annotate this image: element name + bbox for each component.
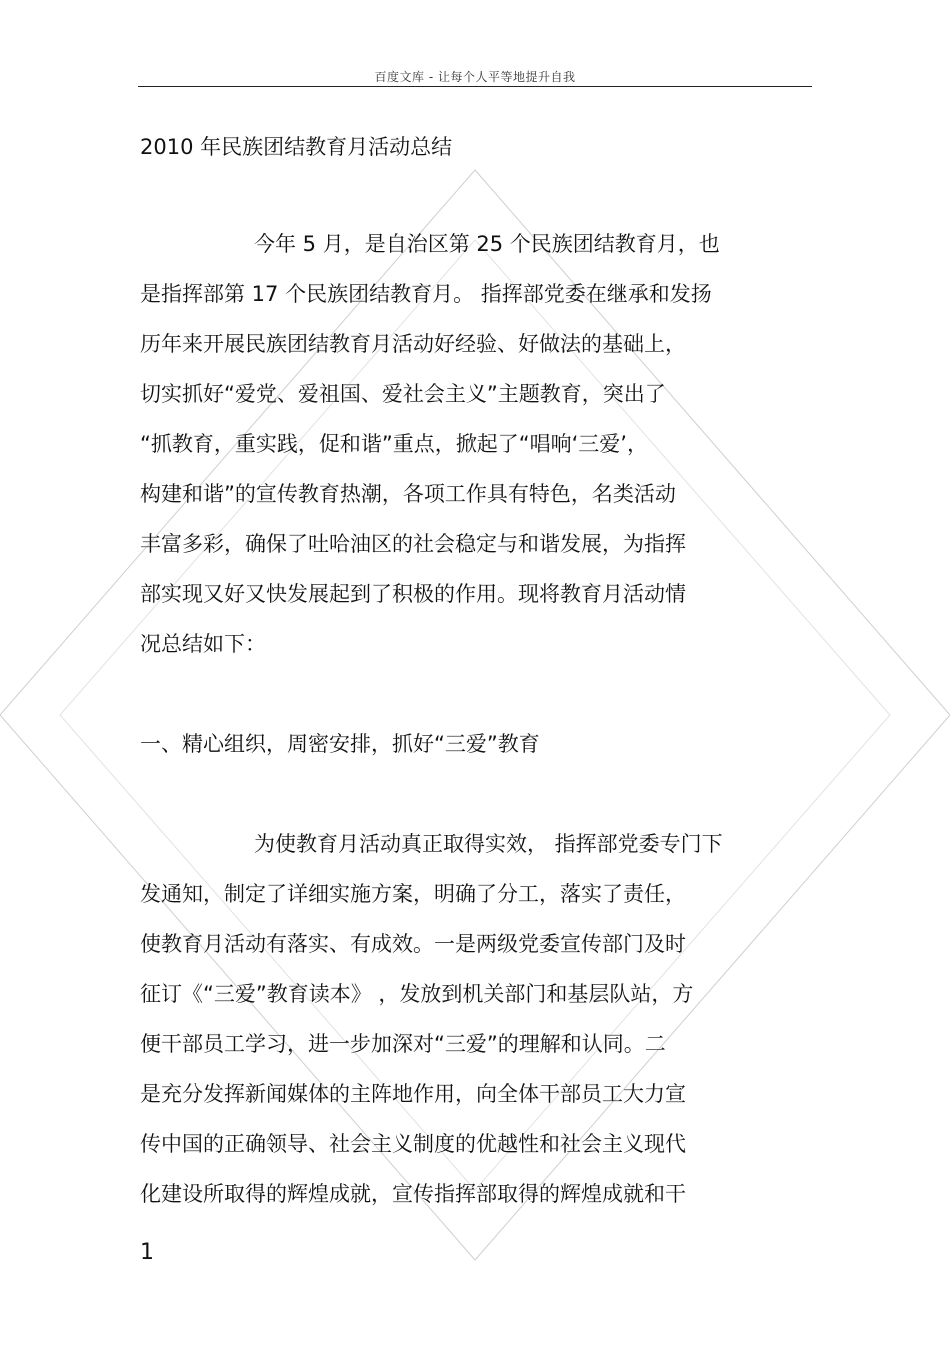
paragraph-line: 使教育月活动有落实、有成效。一是两级党委宣传部门及时 xyxy=(140,932,686,956)
page-number: 1 xyxy=(140,1240,154,1265)
paragraph-line: 发通知，制定了详细实施方案，明确了分工，落实了责任， xyxy=(140,882,686,906)
paragraph-line: 征订《“三爱”教育读本》 ，发放到机关部门和基层队站，方 xyxy=(140,982,694,1006)
paragraph-line: 今年 5 月，是自治区第 25 个民族团结教育月，也 xyxy=(254,232,720,256)
paragraph-line: 历年来开展民族团结教育月活动好经验、好做法的基础上， xyxy=(140,332,686,356)
paragraph-line: 为使教育月活动真正取得实效， 指挥部党委专门下 xyxy=(254,832,723,856)
document-title: 2010 年民族团结教育月活动总结 xyxy=(140,135,453,159)
paragraph-line: 切实抓好“爱党、爱祖国、爱社会主义”主题教育，突出了 xyxy=(140,382,666,406)
section-heading: 一、精心组织，周密安排，抓好“三爱”教育 xyxy=(140,732,540,756)
header-divider xyxy=(138,86,812,87)
paragraph-line: 传中国的正确领导、社会主义制度的优越性和社会主义现代 xyxy=(140,1132,686,1156)
page-header: 百度文库 - 让每个人平等地提升自我 xyxy=(374,70,576,84)
paragraph-line: 构建和谐”的宣传教育热潮，各项工作具有特色，名类活动 xyxy=(140,482,676,506)
paragraph-line: “抓教育，重实践，促和谐”重点，掀起了“唱响‘三爱’， xyxy=(140,432,648,456)
paragraph-line: 况总结如下： xyxy=(140,632,266,656)
paragraph-line: 部实现又好又快发展起到了积极的作用。现将教育月活动情 xyxy=(140,582,686,606)
paragraph-line: 是充分发挥新闻媒体的主阵地作用，向全体干部员工大力宣 xyxy=(140,1082,686,1106)
paragraph-line: 丰富多彩，确保了吐哈油区的社会稳定与和谐发展，为指挥 xyxy=(140,532,686,556)
paragraph-line: 化建设所取得的辉煌成就，宣传指挥部取得的辉煌成就和干 xyxy=(140,1182,686,1206)
paragraph-line: 便干部员工学习，进一步加深对“三爱”的理解和认同。二 xyxy=(140,1032,666,1056)
paragraph-line: 是指挥部第 17 个民族团结教育月。 指挥部党委在继承和发扬 xyxy=(140,282,712,306)
